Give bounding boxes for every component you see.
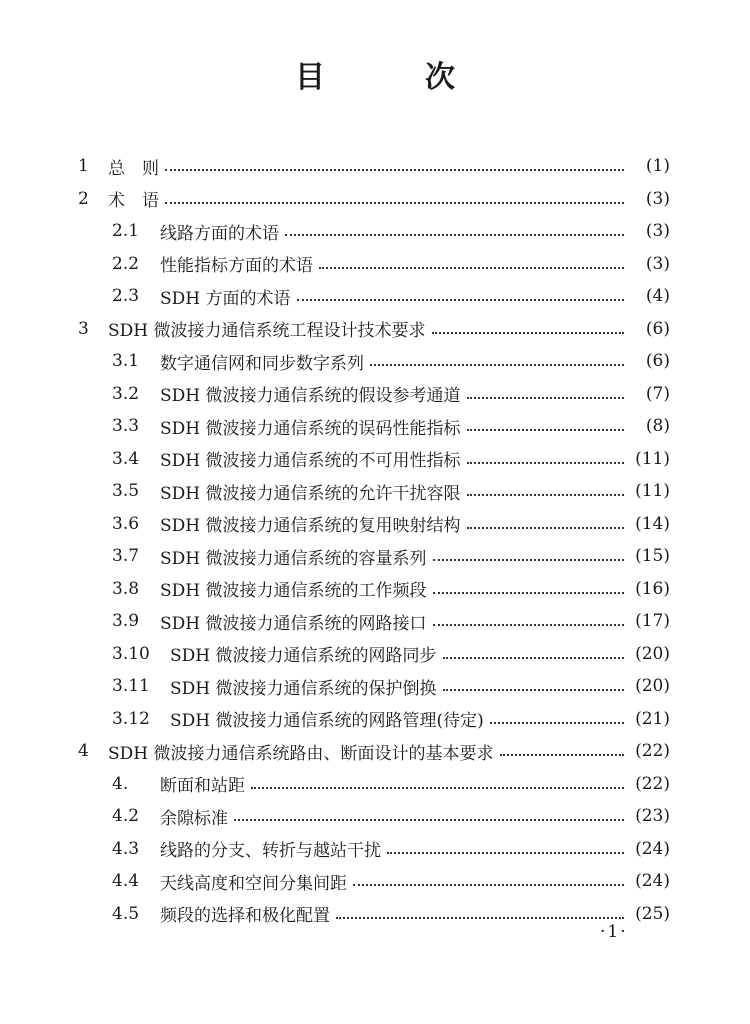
dot-leader — [165, 167, 624, 171]
toc-entry-title: 总 则 — [108, 158, 159, 179]
toc-entry-number: 2.3 — [112, 286, 140, 307]
toc-entry-title: 术 语 — [108, 191, 159, 212]
dot-leader — [370, 362, 624, 366]
toc-entry-page: (3) — [645, 253, 670, 274]
toc-entry — [78, 183, 670, 216]
dot-leader — [336, 915, 624, 919]
toc-entry-title: SDH 微波接力通信系统的假设参考通道 — [160, 386, 461, 407]
toc-entry — [78, 215, 670, 248]
dot-leader — [467, 395, 624, 399]
dot-leader — [500, 752, 624, 756]
dot-leader — [285, 232, 624, 236]
toc-entry-title: 线路方面的术语 — [160, 223, 279, 244]
toc-entry-title: SDH 微波接力通信系统的误码性能指标 — [160, 418, 461, 439]
dot-leader — [467, 427, 624, 431]
dot-leader — [467, 492, 624, 496]
toc-entry-number: 3.9 — [112, 611, 140, 632]
toc-entry-title: SDH 方面的术语 — [160, 288, 291, 309]
toc-entry-page: (17) — [635, 611, 670, 632]
toc-entry-page: (22) — [635, 773, 670, 794]
title-part-2: 次 — [425, 60, 455, 95]
toc-entry-page: (16) — [635, 578, 670, 599]
toc-entry — [78, 670, 670, 703]
toc-entry-page: (7) — [645, 383, 670, 404]
toc-entry — [78, 443, 670, 476]
toc-entry-page: (22) — [635, 741, 670, 762]
table-of-contents — [78, 150, 670, 930]
toc-entry-title: 数字通信网和同步数字系列 — [160, 353, 364, 374]
toc-entry-title: 性能指标方面的术语 — [160, 256, 313, 277]
toc-entry-number: 3.2 — [112, 383, 140, 404]
toc-entry — [78, 378, 670, 411]
toc-entry-page: (25) — [635, 903, 670, 924]
toc-entry — [78, 638, 670, 671]
toc-entry — [78, 540, 670, 573]
dot-leader — [433, 622, 624, 626]
toc-entry-number: 3.4 — [112, 448, 140, 469]
toc-entry-page: (14) — [635, 513, 670, 534]
toc-entry-number: 4.3 — [112, 838, 140, 859]
toc-entry-number: 3.7 — [112, 546, 140, 567]
toc-entry-number: 3.3 — [112, 416, 140, 437]
dot-leader — [297, 297, 624, 301]
toc-entry-title: SDH 微波接力通信系统的网路同步 — [170, 646, 437, 667]
toc-entry-number: 2.2 — [112, 253, 140, 274]
toc-entry-title: 频段的选择和极化配置 — [160, 906, 330, 927]
toc-entry-title: 余隙标准 — [160, 808, 228, 829]
toc-entry — [78, 150, 670, 183]
toc-entry-title: 线路的分支、转折与越站干扰 — [160, 841, 381, 862]
toc-entry-title: SDH 微波接力通信系统的保护倒换 — [170, 678, 437, 699]
toc-entry — [78, 703, 670, 736]
toc-entry — [78, 865, 670, 898]
dot-leader — [251, 785, 624, 789]
toc-entry — [78, 475, 670, 508]
toc-entry-number: 3.8 — [112, 578, 140, 599]
toc-entry-title: 断面和站距 — [160, 776, 245, 797]
toc-entry-title: 天线高度和空间分集间距 — [160, 873, 347, 894]
toc-entry-number: 3.6 — [112, 513, 140, 534]
dot-leader — [467, 525, 624, 529]
toc-entry — [78, 345, 670, 378]
toc-entry-page: (8) — [645, 416, 670, 437]
dot-leader — [467, 460, 624, 464]
toc-entry-title: SDH 微波接力通信系统工程设计技术要求 — [108, 321, 426, 342]
dot-leader — [319, 265, 624, 269]
toc-entry-number: 2.1 — [112, 221, 140, 242]
dot-leader — [433, 590, 624, 594]
toc-entry-number: 3 — [78, 318, 89, 339]
toc-entry — [78, 280, 670, 313]
title-part-1: 目 — [295, 60, 325, 95]
dot-leader — [234, 817, 624, 821]
toc-entry-page: (20) — [635, 676, 670, 697]
toc-entry-title: SDH 微波接力通信系统路由、断面设计的基本要求 — [108, 743, 494, 764]
toc-entry-number: 2 — [78, 188, 89, 209]
toc-entry-page: (11) — [635, 481, 670, 502]
dot-leader — [432, 330, 624, 334]
toc-entry — [78, 605, 670, 638]
toc-entry — [78, 313, 670, 346]
toc-entry-number: 3.1 — [112, 351, 140, 372]
dot-leader — [433, 557, 624, 561]
dot-leader — [387, 850, 624, 854]
toc-entry-title: SDH 微波接力通信系统的允许干扰容限 — [160, 483, 461, 504]
toc-entry-title: SDH 微波接力通信系统的容量系列 — [160, 548, 427, 569]
toc-entry-title: SDH 微波接力通信系统的不可用性指标 — [160, 451, 461, 472]
toc-entry-page: (4) — [645, 286, 670, 307]
toc-entry-page: (24) — [635, 838, 670, 859]
toc-entry-page: (24) — [635, 871, 670, 892]
toc-entry-number: 4. — [112, 773, 129, 794]
dot-leader — [443, 687, 624, 691]
toc-entry — [78, 800, 670, 833]
toc-entry — [78, 410, 670, 443]
toc-entry-page: (3) — [645, 221, 670, 242]
dot-leader — [353, 882, 624, 886]
toc-entry-page: (6) — [645, 318, 670, 339]
toc-entry — [78, 898, 670, 931]
toc-entry-page: (11) — [635, 448, 670, 469]
toc-entry-page: (3) — [645, 188, 670, 209]
toc-entry-number: 3.11 — [112, 676, 150, 697]
page-title — [0, 52, 750, 96]
toc-entry-number: 1 — [78, 156, 89, 177]
toc-entry-number: 3.5 — [112, 481, 140, 502]
toc-entry-page: (1) — [645, 156, 670, 177]
toc-entry-number: 4.5 — [112, 903, 140, 924]
toc-entry — [78, 735, 670, 768]
toc-entry-page: (20) — [635, 643, 670, 664]
toc-entry-page: (21) — [635, 708, 670, 729]
toc-entry-page: (15) — [635, 546, 670, 567]
toc-entry-title: SDH 微波接力通信系统的复用映射结构 — [160, 516, 461, 537]
dot-leader — [490, 720, 624, 724]
toc-entry-number: 4.2 — [112, 806, 140, 827]
toc-entry-title: SDH 微波接力通信系统的网路管理(待定) — [170, 711, 484, 732]
toc-entry — [78, 508, 670, 541]
toc-entry — [78, 833, 670, 866]
page-number: ·1· — [600, 922, 628, 942]
toc-entry-number: 4 — [78, 741, 89, 762]
toc-entry — [78, 573, 670, 606]
toc-entry — [78, 768, 670, 801]
toc-entry-page: (23) — [635, 806, 670, 827]
dot-leader — [443, 655, 624, 659]
toc-entry-title: SDH 微波接力通信系统的网路接口 — [160, 613, 427, 634]
dot-leader — [165, 200, 624, 204]
toc-entry-number: 3.10 — [112, 643, 150, 664]
toc-entry-title: SDH 微波接力通信系统的工作频段 — [160, 581, 427, 602]
toc-entry-page: (6) — [645, 351, 670, 372]
toc-entry-number: 4.4 — [112, 871, 140, 892]
toc-entry — [78, 248, 670, 281]
toc-entry-number: 3.12 — [112, 708, 150, 729]
